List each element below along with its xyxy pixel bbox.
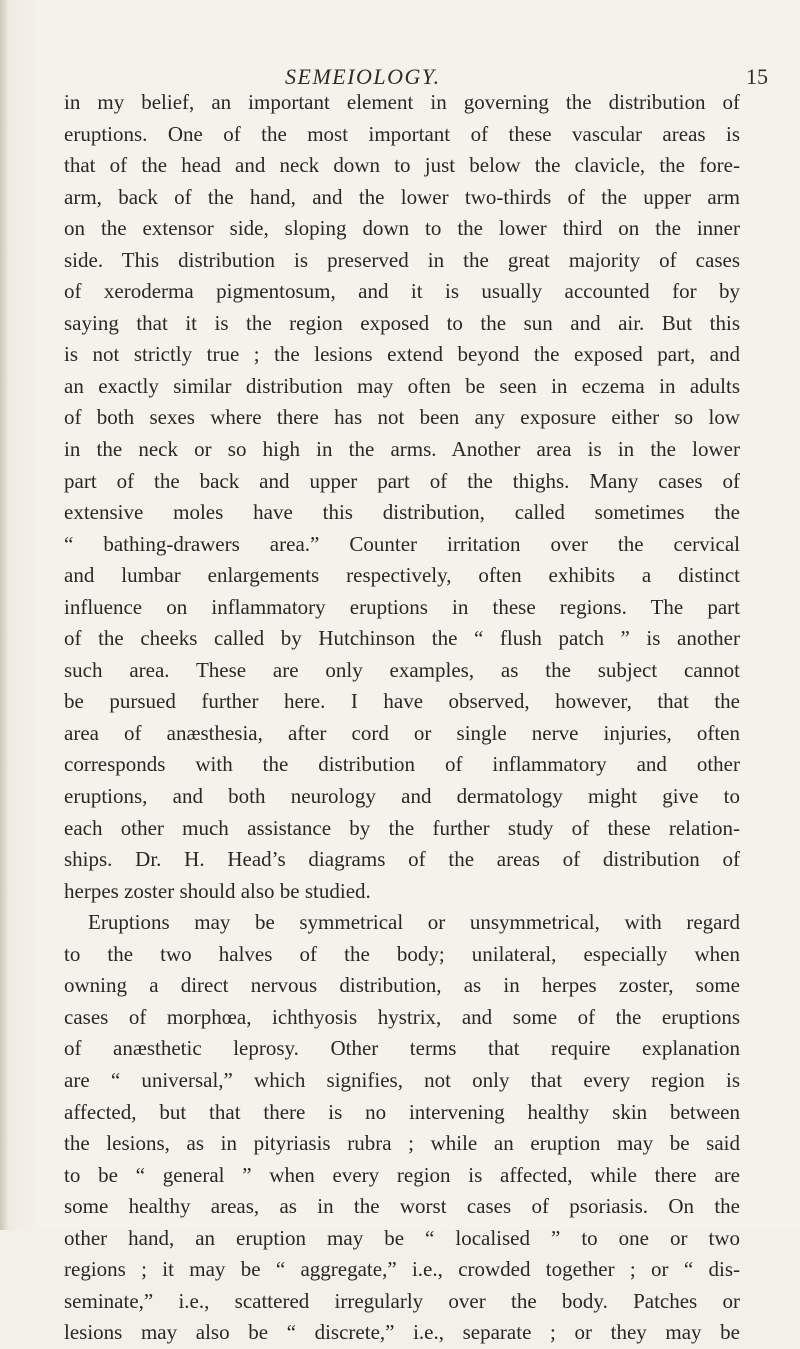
text-line: and lumbar enlargements respectively, often exhibits a distinct <box>64 563 740 588</box>
text-line: to the two halves of the body; unilateral, especially when <box>64 941 740 966</box>
text-line: eruptions. One of the most important of these vascular areas is <box>64 121 740 146</box>
text-line: “ bathing-drawers area.” Counter irritation over the cervical <box>64 531 740 556</box>
text-line: each other much assistance by the further study of these relation- <box>64 815 740 840</box>
text-line: in the neck or so high in the arms. Another area is in the lower <box>64 437 740 462</box>
paragraph-2 <box>64 907 740 1349</box>
text-line: is not strictly true ; the lesions extend beyond the exposed part, and <box>64 342 740 367</box>
text-line: owning a direct nervous distribution, as in herpes zoster, some <box>64 973 740 998</box>
text-line: influence on inflammatory eruptions in these regions. The part <box>64 594 740 619</box>
text-line: eruptions, and both neurology and dermatology might give to <box>64 784 740 809</box>
text-line: be pursued further here. I have observed, however, that the <box>64 689 740 714</box>
text-line: are “ universal,” which signifies, not only that every region is <box>64 1067 740 1092</box>
text-line: regions ; it may be “ aggregate,” i.e., crowded together ; or “ dis- <box>64 1257 740 1282</box>
text-line: affected, but that there is no intervening healthy skin between <box>64 1099 740 1124</box>
text-line: of both sexes where there has not been any exposure either so low <box>64 405 740 430</box>
text-line: lesions may also be “ discrete,” i.e., separate ; or they may be <box>64 1320 740 1345</box>
text-line: ships. Dr. H. Head’s diagrams of the areas of distribution of <box>64 847 740 872</box>
text-line: other hand, an eruption may be “ localised ” to one or two <box>64 1225 740 1250</box>
text-line: saying that it is the region exposed to the sun and air. But this <box>64 310 740 335</box>
text-line: that of the head and neck down to just below the clavicle, the fore- <box>64 153 740 178</box>
page-number: 15 <box>746 64 768 89</box>
text-line: such area. These are only examples, as the subject cannot <box>64 657 740 682</box>
text-line: to be “ general ” when every region is affected, while there are <box>64 1162 740 1187</box>
text-line: arm, back of the hand, and the lower two-thirds of the upper arm <box>64 184 740 209</box>
text-line: an exactly similar distribution may often be seen in eczema in adults <box>64 373 740 398</box>
text-line: of xeroderma pigmentosum, and it is usually accounted for by <box>64 279 740 304</box>
text-line: on the extensor side, sloping down to the lower third on the inner <box>64 216 740 241</box>
text-line: part of the back and upper part of the thighs. Many cases of <box>64 468 740 493</box>
text-line: the lesions, as in pityriasis rubra ; while an eruption may be said <box>64 1131 740 1156</box>
text-line: Eruptions may be symmetrical or unsymmetrical, with regard <box>88 910 740 935</box>
body-text <box>64 87 740 1349</box>
text-line: of anæsthetic leprosy. Other terms that require explanation <box>64 1036 740 1061</box>
text-line: area of anæsthesia, after cord or single nerve injuries, often <box>64 720 740 745</box>
text-line: extensive moles have this distribution, called sometimes the <box>64 500 740 525</box>
paragraph-1 <box>64 87 740 907</box>
text-line: seminate,” i.e., scattered irregularly over the body. Patches or <box>64 1288 740 1313</box>
text-line: of the cheeks called by Hutchinson the “ flush patch ” is another <box>64 626 740 651</box>
text-line: side. This distribution is preserved in the great majority of cases <box>64 247 740 272</box>
text-line: herpes zoster should also be studied. <box>64 878 371 903</box>
text-line: some healthy areas, as in the worst cases of psoriasis. On the <box>64 1194 740 1219</box>
running-head: SEMEIOLOGY. <box>285 64 441 89</box>
text-line: cases of morphœa, ichthyosis hystrix, and some of the eruptions <box>64 1004 740 1029</box>
gutter-shadow <box>0 0 8 1230</box>
text-line: corresponds with the distribution of inflammatory and other <box>64 752 740 777</box>
text-line: in my belief, an important element in governing the distribution of <box>64 90 740 114</box>
